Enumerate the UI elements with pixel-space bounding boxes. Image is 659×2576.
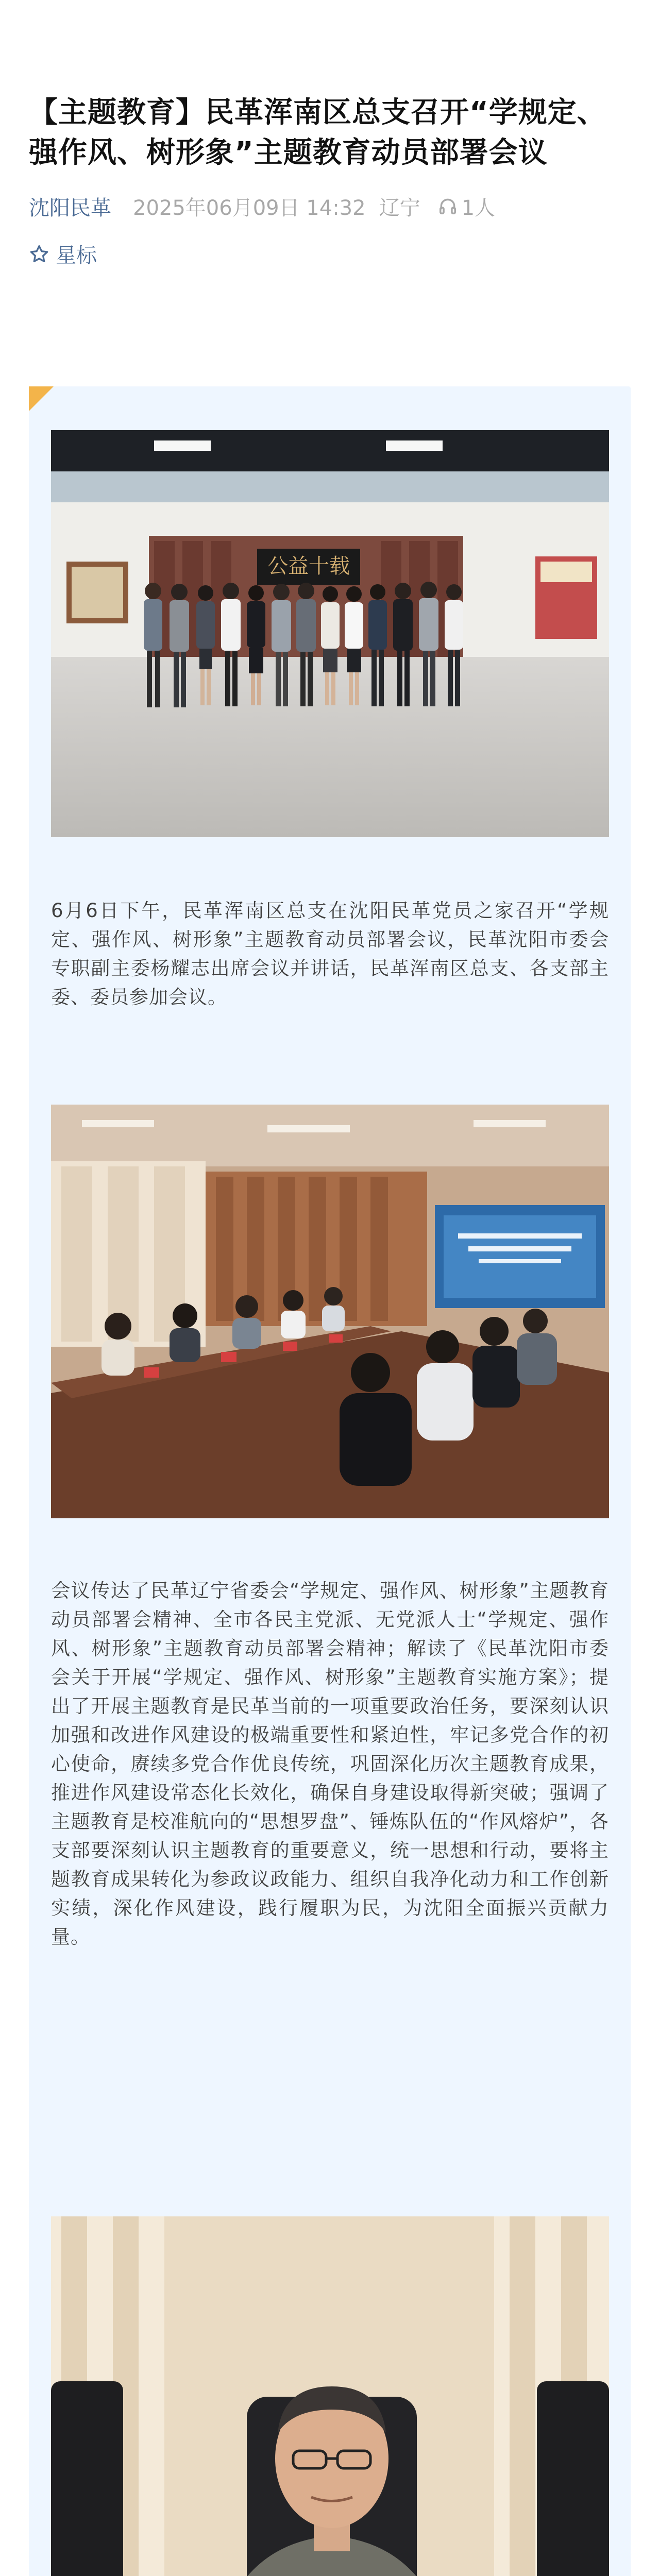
- article-content-card: [29, 386, 631, 2576]
- star-button[interactable]: [29, 239, 630, 268]
- meeting-room-photo[interactable]: [51, 1105, 609, 1518]
- listen-count: 1人: [461, 196, 496, 220]
- star-outline-icon: [29, 244, 49, 264]
- photo-sign-text: 公益十载: [267, 554, 350, 578]
- publish-location: 辽宁: [379, 196, 420, 220]
- group-photo[interactable]: [51, 430, 609, 837]
- paragraph-1: 6月6日下午，民革浑南区总支在沈阳民革党员之家召开“学规定、强作风、树形象”主题教育动员部署会议，民革沈阳市委会专职副主委杨耀志出席会议并讲话，民革浑南区总支、各支部主委、委员参加会议。: [51, 900, 609, 1008]
- listen-button[interactable]: [438, 192, 495, 221]
- paragraph-2: 会议传达了民革辽宁省委会“学规定、强作风、树形象”主题教育动员部署会精神、全市各民主党派、无党派人士“学规定、强作风、树形象”主题教育动员部署会精神；解读了《民革沈阳市委会关于开展“学规定、强作风、树形象”主题教育实施方案》；提出了开展主题教育是民革当前的一项重要政治任务，要深刻认识加强和改进作风建设的极端重要性和紧迫性，牢记多党合作的初心使命，赓续多党合作优良传统，巩固深化历次主题教育成果，推进作风建设常态化长效化，确保自身建设取得新突破；强调了主题教育是校准航向的“思想罗盘”、锤炼队伍的“作风熔炉”，各支部要深刻认识主题教育的重要意义，统一思想和行动，要将主题教育成果转化为参政议政能力、组织自我净化动力和工作创新实绩，深化作风建设，践行履职为民，为沈阳全面振兴贡献力量。: [51, 1580, 609, 1948]
- publish-date: 2025年06月09日 14:32: [133, 196, 366, 220]
- corner-decoration-top-left: [29, 386, 54, 411]
- article-title: 【主题教育】民革浑南区总支召开“学规定、强作风、树形象”主题教育动员部署会议: [29, 96, 606, 170]
- article-meta: [29, 194, 630, 218]
- account-name-link[interactable]: 沈阳民革: [29, 196, 111, 220]
- speaker-photo[interactable]: [51, 2216, 609, 2576]
- headphones-icon: [438, 196, 458, 216]
- star-label: 星标: [56, 244, 97, 267]
- article-header: [0, 0, 659, 268]
